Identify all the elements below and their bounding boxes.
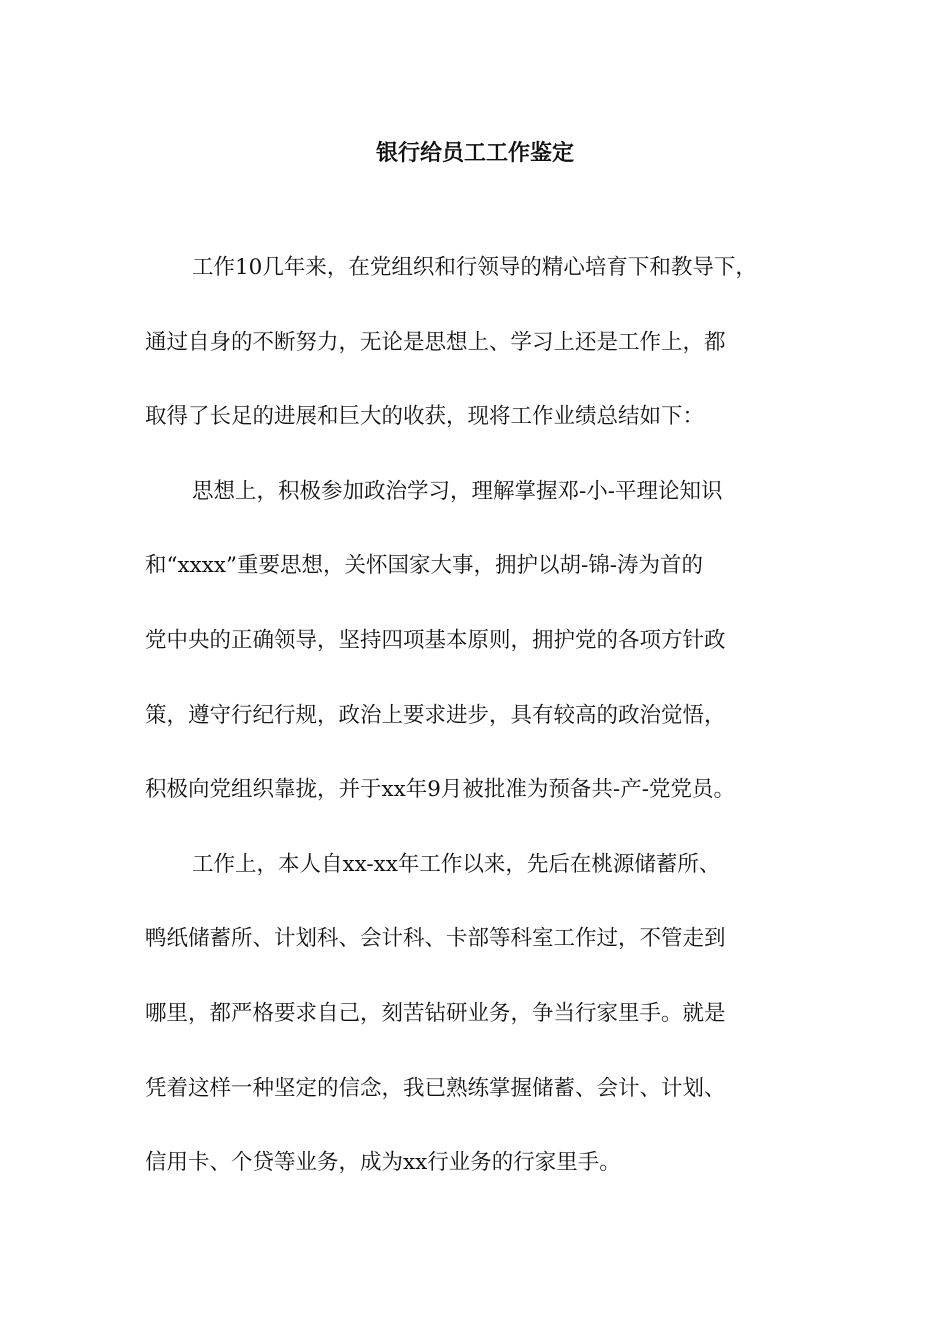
body-line-6: 党中央的正确领导，坚持四项基本原则，拥护党的各项方针政 [145, 627, 726, 653]
body-line-7: 策，遵守行纪行规，政治上要求进步，具有较高的政治觉悟， [145, 702, 726, 728]
body-line-5: 和“xxxx”重要思想，关怀国家大事，拥护以胡-锦-涛为首的 [145, 553, 704, 579]
body-line-13: 信用卡、个贷等业务，成为xx行业务的行家里手。 [145, 1150, 621, 1176]
body-line-9: 工作上，本人自xx-xx年工作以来，先后在桃源储蓄所、 [192, 851, 721, 877]
body-line-10: 鸭纸储蓄所、计划科、会计科、卡部等科室工作过，不管走到 [145, 926, 726, 952]
body-line-3: 取得了长足的进展和巨大的收获，现将工作业绩总结如下： [145, 404, 705, 430]
body-line-8: 积极向党组织靠拢，并于xx年9月被批准为预备共-产-党党员。 [145, 777, 735, 803]
body-line-12: 凭着这样一种坚定的信念，我已熟练掌握储蓄、会计、计划、 [145, 1075, 726, 1101]
body-line-4: 思想上，积极参加政治学习，理解掌握邓-小-平理论知识 [192, 478, 723, 504]
document-title: 银行给员工工作鉴定 [375, 140, 574, 166]
body-line-11: 哪里，都严格要求自己，刻苦钻研业务，争当行家里手。就是 [145, 1000, 726, 1026]
body-line-1: 工作10几年来，在党组织和行领导的精心培育下和教导下， [192, 255, 757, 280]
body-line-2: 通过自身的不断努力，无论是思想上、学习上还是工作上，都 [145, 329, 726, 355]
document-body [145, 248, 815, 1218]
